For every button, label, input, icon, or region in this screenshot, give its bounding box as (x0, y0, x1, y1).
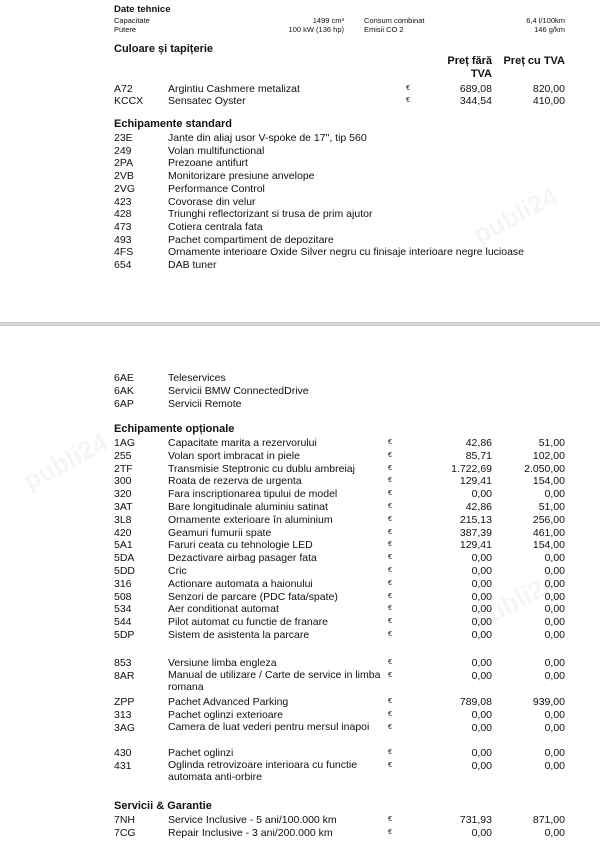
item-description: Jante din aliaj usor V-spoke de 17", tip 560 (168, 132, 367, 144)
price-gross: 0,00 (544, 488, 565, 501)
currency-symbol: € (388, 477, 392, 485)
service-row (0, 827, 600, 840)
item-description: Prezoane antifurt (168, 157, 248, 170)
currency-symbol: € (388, 605, 392, 613)
currency-symbol: € (388, 828, 392, 836)
optional-row (0, 696, 600, 709)
price-gross: 0,00 (544, 709, 565, 721)
price-gross: 0,00 (544, 826, 565, 839)
optional-row (0, 527, 600, 540)
optional-row (0, 669, 600, 693)
currency-symbol: € (388, 439, 392, 446)
price-net: 0,00 (471, 826, 492, 839)
item-description: Dezactivare airbag pasager fata (168, 552, 317, 565)
price-gross: 256,00 (532, 513, 565, 526)
price-gross: 0,00 (544, 629, 565, 641)
standard-row (0, 170, 600, 183)
currency-symbol: € (388, 451, 392, 459)
currency-symbol: € (388, 541, 392, 549)
price-gross: 0,00 (544, 577, 565, 590)
price-gross: 939,00 (532, 696, 565, 708)
currency-symbol: € (388, 698, 392, 705)
optional-row (0, 488, 600, 501)
item-description: Pachet oglinzi exterioare (168, 709, 283, 721)
currency-symbol: € (388, 762, 392, 769)
currency-symbol: € (388, 503, 392, 510)
power-label: Putere (114, 25, 137, 34)
standard-row (0, 183, 600, 196)
item-description: Aer conditionat automat (168, 603, 279, 616)
item-code: 320 (114, 488, 132, 501)
price-gross: 0,00 (544, 565, 565, 577)
item-code: 8AR (114, 670, 135, 682)
price-gross: 0,00 (544, 657, 565, 669)
price-net: 731,93 (459, 814, 492, 826)
service-row (0, 814, 600, 827)
optional-row (0, 450, 600, 463)
optional-row (0, 591, 600, 604)
item-code: 6AP (114, 398, 134, 410)
col-gross-header: Preț cu TVA (503, 55, 565, 67)
optional-row (0, 539, 600, 552)
item-description: Versiune limba engleza (168, 657, 277, 669)
item-code: 3L8 (114, 513, 132, 526)
col-net-header: Preț fără TVA (447, 55, 492, 80)
price-net: 0,00 (471, 657, 492, 669)
currency-symbol: € (388, 724, 392, 731)
price-gross: 102,00 (532, 449, 565, 462)
price-gross: 0,00 (544, 760, 565, 772)
item-code: 6AE (114, 372, 134, 384)
item-code: 3AG (114, 722, 136, 734)
standard-row (0, 221, 600, 234)
item-description: Geamuri fumurii spate (168, 526, 272, 539)
item-code: 255 (114, 449, 132, 462)
item-code: 249 (114, 144, 132, 157)
standard-row (0, 196, 600, 209)
price-net: 1.722,69 (451, 462, 492, 475)
price-net: 0,00 (471, 565, 492, 577)
standard-row (0, 157, 600, 170)
currency-symbol: € (388, 554, 392, 562)
capacity-value: 1499 cm³ (312, 16, 344, 25)
item-code: 3AT (114, 501, 133, 513)
item-code: 1AG (114, 437, 136, 449)
item-description: Camera de luat vederi pentru mersul inapoi (168, 721, 370, 733)
item-description: Pachet oglinzi (168, 747, 234, 759)
item-code: 4FS (114, 246, 134, 259)
price-net: 789,08 (459, 696, 492, 708)
item-description: Performance Control (168, 182, 265, 195)
optional-title: Echipamente opționale (114, 423, 235, 435)
item-description: Manual de utilizare / Carte de service in limba romana (168, 669, 381, 693)
item-code: 7NH (114, 814, 136, 826)
price-gross: 51,00 (538, 501, 565, 513)
item-description: Ornamente interioare Oxide Silver negru cu finisaje interioare negre lucioase (168, 246, 525, 259)
item-code: ZPP (114, 696, 135, 708)
price-gross: 0,00 (544, 670, 565, 682)
price-gross: 410,00 (532, 95, 565, 107)
item-code: 7CG (114, 826, 136, 839)
item-description: Capacitate marita a rezervorului (168, 437, 317, 449)
price-net: 689,08 (459, 83, 492, 95)
item-code: 544 (114, 616, 132, 629)
emissions-label: Emisii CO 2 (364, 25, 404, 34)
item-code: 473 (114, 220, 132, 233)
currency-symbol: € (388, 490, 392, 498)
standard-title: Echipamente standard (114, 118, 232, 130)
item-code: 493 (114, 233, 132, 246)
services-title: Servicii & Garantie (114, 800, 212, 812)
currency-symbol: € (388, 464, 392, 472)
optional-row (0, 616, 600, 629)
optional-row (0, 437, 600, 450)
item-description: Servicii Remote (168, 398, 242, 410)
optional-row (0, 552, 600, 565)
price-net: 85,71 (465, 449, 492, 462)
currency-symbol: € (388, 528, 392, 536)
item-code: 5DD (114, 565, 136, 577)
item-description: Sistem de asistenta la parcare (168, 629, 310, 641)
price-net: 0,00 (471, 590, 492, 603)
price-gross: 871,00 (532, 814, 565, 826)
consumption-value: 6,4 l/100km (526, 16, 565, 25)
item-code: 534 (114, 603, 132, 616)
price-gross: 0,00 (544, 722, 565, 734)
item-description: Triunghi reflectorizant si trusa de prim ajutor (168, 208, 373, 221)
item-code: A72 (114, 83, 133, 95)
item-description: Cric (168, 565, 187, 577)
consumption-label: Consum combinat (364, 16, 425, 25)
standard-row (0, 259, 600, 272)
price-net: 42,86 (465, 501, 492, 513)
item-description: Pachet compartiment de depozitare (168, 233, 334, 246)
document-page-2 (0, 326, 600, 851)
optional-row (0, 722, 600, 735)
item-code: 5A1 (114, 539, 133, 552)
optional-row (0, 759, 600, 783)
price-net: 0,00 (471, 552, 492, 565)
item-code: 431 (114, 760, 132, 772)
item-description: Fara inscriptionarea tipului de model (168, 488, 338, 501)
document-page-1 (0, 0, 600, 322)
price-net: 0,00 (471, 616, 492, 629)
item-description: DAB tuner (168, 259, 217, 271)
item-description: Oglinda retrovizoare interioara cu functie automata anti-orbire (168, 759, 358, 783)
item-description: Servicii BMW ConnectedDrive (168, 385, 309, 397)
currency-symbol: € (388, 659, 392, 666)
price-gross: 461,00 (532, 526, 565, 539)
optional-row (0, 475, 600, 488)
price-gross: 154,00 (532, 539, 565, 552)
price-net: 0,00 (471, 709, 492, 721)
item-code: 6AK (114, 385, 134, 397)
item-description: Monitorizare presiune anvelope (168, 170, 315, 183)
price-net: 344,54 (459, 95, 492, 107)
currency-symbol: € (388, 711, 392, 718)
item-description: Pilot automat cu functie de franare (168, 616, 328, 629)
item-code: 2TF (114, 462, 133, 475)
price-net: 129,41 (459, 475, 492, 488)
standard-row (0, 132, 600, 145)
price-net: 215,13 (459, 513, 492, 526)
currency-symbol: € (388, 579, 392, 587)
price-net: 0,00 (471, 670, 492, 682)
standard-row (0, 246, 600, 259)
item-code: 430 (114, 747, 132, 759)
item-description: Sensatec Oyster (168, 95, 246, 107)
price-net: 0,00 (471, 722, 492, 734)
item-code: 428 (114, 208, 132, 221)
colors-title: Culoare și tapițerie (114, 43, 214, 55)
item-code: 5DP (114, 629, 135, 641)
currency-symbol: € (388, 567, 392, 574)
item-code: 313 (114, 709, 132, 721)
item-code: 423 (114, 195, 132, 208)
price-net: 0,00 (471, 603, 492, 616)
currency-symbol: € (388, 672, 392, 679)
optional-row (0, 629, 600, 642)
item-description: Cotiera centrala fata (168, 220, 263, 233)
price-gross: 154,00 (532, 475, 565, 488)
item-code: 316 (114, 577, 132, 590)
item-code: 300 (114, 475, 132, 488)
item-description: Covorase din velur (168, 195, 256, 208)
item-description: Argintiu Cashmere metalizat (168, 83, 300, 95)
price-net: 0,00 (471, 488, 492, 501)
optional-row (0, 501, 600, 514)
standard-row (0, 145, 600, 158)
price-net: 0,00 (471, 760, 492, 772)
currency-symbol: € (388, 618, 392, 626)
item-description: Volan sport imbracat in piele (168, 449, 300, 462)
price-net: 0,00 (471, 629, 492, 641)
tech-title: Date tehnice (114, 4, 171, 15)
optional-row (0, 463, 600, 476)
item-code: 2VG (114, 182, 136, 195)
item-description: Senzori de parcare (PDC fata/spate) (168, 590, 338, 603)
price-net: 42,86 (465, 437, 492, 449)
item-description: Ornamente exterioare în aluminium (168, 513, 333, 526)
item-description: Actionare automata a haionului (168, 577, 313, 590)
price-net: 0,00 (471, 747, 492, 759)
item-code: 853 (114, 657, 132, 669)
item-code: 5DA (114, 552, 135, 565)
optional-row (0, 603, 600, 616)
price-net: 387,39 (459, 526, 492, 539)
item-description: Service Inclusive - 5 ani/100.000 km (168, 814, 337, 826)
item-code: 654 (114, 259, 132, 271)
item-code: KCCX (114, 95, 144, 107)
standard-row (0, 208, 600, 221)
item-description: Faruri ceata cu tehnologie LED (168, 539, 313, 552)
power-value: 100 kW (136 hp) (288, 25, 344, 34)
item-description: Roata de rezerva de urgenta (168, 475, 302, 488)
item-description: Repair Inclusive - 3 ani/200.000 km (168, 826, 333, 839)
price-gross: 0,00 (544, 590, 565, 603)
standard-row (0, 398, 600, 411)
currency-symbol: € (406, 85, 410, 92)
item-description: Volan multifunctional (168, 144, 265, 157)
currency-symbol: € (388, 515, 392, 523)
currency-symbol: € (406, 97, 410, 104)
capacity-label: Capacitate (114, 16, 150, 25)
price-gross: 0,00 (544, 552, 565, 565)
price-gross: 0,00 (544, 603, 565, 616)
optional-row (0, 565, 600, 578)
price-gross: 51,00 (538, 437, 565, 449)
optional-row (0, 514, 600, 527)
standard-row (0, 385, 600, 398)
price-net: 129,41 (459, 539, 492, 552)
currency-symbol: € (388, 631, 392, 638)
item-code: 508 (114, 590, 132, 603)
currency-symbol: € (388, 816, 392, 823)
standard-row (0, 372, 600, 385)
emissions-value: 146 g/km (534, 25, 565, 34)
currency-symbol: € (388, 749, 392, 756)
item-code: 2VB (114, 170, 134, 183)
price-gross: 2.050,00 (524, 462, 565, 475)
price-gross: 0,00 (544, 747, 565, 759)
price-gross: 0,00 (544, 616, 565, 629)
item-description: Bare longitudinale aluminiu satinat (168, 501, 328, 513)
price-gross: 820,00 (532, 83, 565, 95)
item-code: 23E (114, 132, 133, 144)
item-description: Transmisie Steptronic cu dublu ambreiaj (168, 462, 355, 475)
item-description: Pachet Advanced Parking (168, 696, 289, 708)
item-description: Teleservices (168, 372, 226, 384)
currency-symbol: € (388, 592, 392, 600)
price-net: 0,00 (471, 577, 492, 590)
item-code: 2PA (114, 157, 134, 170)
optional-row (0, 578, 600, 591)
item-code: 420 (114, 526, 132, 539)
color-row (0, 95, 600, 108)
standard-row (0, 234, 600, 247)
